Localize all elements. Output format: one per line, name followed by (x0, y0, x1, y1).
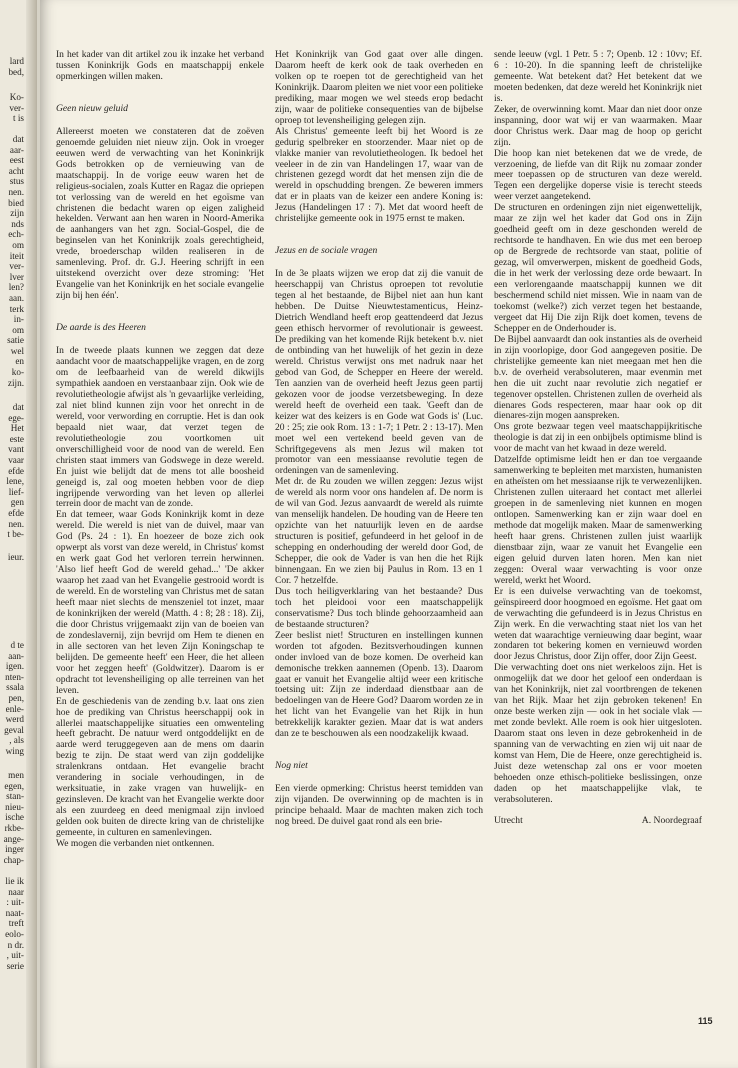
margin-fragment-line: ech- (8, 229, 24, 240)
margin-fragment-line: ko- (11, 367, 24, 378)
paragraph: De structuren en ordeningen zijn niet eigenwettelijk, maar ze zijn wel het kader dat God ons in Zijn goedheid geeft om in deze geschonden wereld de rechtsorde te handhaven. En wie dus met een beroep op de Bergrede de rechtsorde van staat, politie of gezag, wil omverwerpen, miskent de goedheid Gods, die in het werk der verlossing deze orde bewaart. In een verlorengaande maatschappij kunnen we dit beschermend schild niet missen. Wie in naam van de toekomst (welke?) zich verzet tegen het bestaande, vergeet dat Hij Die zijn Rijk doet komen, tevens de Schepper en de Onderhouder is. (494, 202, 702, 334)
margin-fragment (7, 134, 24, 388)
signature-author: A. Noordegraaf (641, 814, 702, 826)
paragraph: Met dr. de Ru zouden we willen zeggen: Jezus wijst de wereld als norm voor ons handelen af. De norm is de wil van God. Jezus aanvaardt de wereld als ruimte van menselijk handelen. De houding van de Heere ten opzichte van het natuurlijk leven en de aardse structuren is positief, gefundeerd in het geloof in de schepping en onderhouding der wereld door God, de Schepper, die ook de Vader is van hen die het Rijk binnengaan. En we zien bij Paulus in Rom. 13 en 1 Cor. 7 hetzelfde. (275, 476, 483, 586)
paragraph: In de tweede plaats kunnen we zeggen dat deze aandacht voor de maatschappelijke vragen, en de zorg om de leefbaarheid van de wereld dikwijls sympathiek aandoen en verstaanbaar zijn. Ook wie de revolutietheologie afwijst als 'n gevaarlijke verleiding, zal niet blind kunnen zijn voor het onrecht in de wereld, voor verwording en corruptie. Het is dan ook bepaald niet waar, dat verzet tegen de revolutietheologie zou voortkomen uit onverschilligheid voor de nood van de wereld. Een christen staat immers van Godswege in deze wereld. En juist wie belijdt dat de mens tot alle boosheid geneigd is, zal oog moeten hebben voor de diep ingrijpende verwording van het leven op allerlei terrein door de macht van de zonde. (56, 345, 264, 510)
margin-fragment-line: acht (8, 165, 24, 176)
margin-fragment-line: rkbe- (4, 822, 24, 833)
article-body (56, 50, 716, 1010)
margin-fragment-line: : uit- (6, 897, 24, 908)
section-heading: Geen nieuw geluid (56, 102, 128, 114)
margin-fragment-line: nten- (5, 671, 24, 682)
margin-fragment-line: zijn (10, 208, 24, 219)
signature (494, 816, 702, 827)
column-3 (494, 50, 702, 1010)
margin-fragment-line: werd (5, 714, 24, 725)
column-3-body (494, 50, 702, 806)
margin-fragment-line: ieur. (7, 552, 24, 562)
margin-fragment-line: lie ik (5, 876, 24, 886)
margin-fragment-line: nen. (8, 186, 24, 197)
margin-fragment (9, 92, 24, 124)
margin-fragment-line: lief- (8, 486, 24, 497)
column-1 (56, 50, 264, 1010)
margin-fragment-line: aan- (8, 650, 24, 661)
margin-fragment-line: bied (8, 197, 24, 208)
margin-fragment-line: om (12, 324, 24, 335)
margin-fragment-line: Het (10, 423, 24, 434)
margin-fragment-line: serie (6, 960, 24, 971)
margin-fragment-line: Ko- (9, 92, 24, 102)
paragraph: sende leeuw (vgl. 1 Petr. 5 : 7; Openb. 12 : 10vv; Ef. 6 : 10-20). In die spanning leeft de christelijke gemeente. Wat betekent dat? Het betekent dat we moeten bedenken, dat deze wereld het Koninkrijk niet is. (494, 50, 702, 104)
margin-fragment-line: treft (8, 918, 24, 929)
section-heading: De aarde is des Heeren (56, 322, 146, 334)
margin-fragment-line: efde (8, 465, 24, 476)
paragraph: We mogen die verbanden niet ontkennen. (56, 838, 215, 849)
paragraph: Een vierde opmerking: Christus heerst temidden van zijn vijanden. De overwinning op de machten is in principe behaald. Maar de machten maken zich toch nog breed. De duivel gaat rond als een brie- (275, 783, 483, 828)
paragraph: De Bijbel aanvaardt dan ook instanties als de overheid in zijn voorlopige, door God aangegeven positie. De christelijke gemeente kan niet meegaan met hen die b.v. de overheid verabsoluteren, maar evenmin met hen die uit zucht naar revolutie zich negatief er tegenover opstellen. Christenen zullen de overheid als dienares Gods respecteren, maar haar ook op dit dienares-zijn mogen aanspreken. (494, 333, 702, 422)
margin-fragment-line: enle- (5, 703, 24, 714)
margin-fragment-line: lene, (6, 476, 24, 487)
paragraph: Er is een duivelse verwachting van de toekomst, geïnspireerd door hoogmoed en egoïsme. Het gaat om de verwachting die gefundeerd is in Jezus Christus en Zijn werk. En die verwachting staat niet los van het weten dat waarachtige vernieuwing daar begint, waar zondaren tot bekering komen en vernieuwd worden door Jezus Christus, door Zijn offer, door Zijn Geest. (494, 585, 702, 663)
paragraph: Dus toch heiligverklaring van het bestaande? Dus toch het pleidooi voor een maatschappelijk conservatisme? Dus toch blinde gehoorzaamheid aan de bestaande structuren? (275, 585, 483, 630)
margin-fragment-line: d te (10, 640, 24, 650)
section-heading: Jezus en de sociale vragen (275, 245, 378, 257)
margin-fragment-line: stus (9, 176, 24, 187)
page-number: 115 (698, 1016, 713, 1026)
margin-fragment-line: eolo- (5, 928, 24, 939)
margin-fragment-line: bed, (8, 66, 24, 77)
margin-fragment-line: ege- (8, 412, 24, 423)
paragraph: Datzelfde optimisme leidt hen er dan toe vergaande samenwerking te bepleiten met marxisten, humanisten en atheïsten om het messiaanse rijk te verwezenlijken. Christenen zullen uiteraard het contact met allerlei groepen in de samenleving niet kunnen en mogen ontlopen. Samenwerking kan er zijn waar doel en methode dat mogelijk maken. Maar de samenwerking heeft haar grens. Christenen zullen juist waarlijk dienstbaar zijn, waar ze vanuit het Evangelie een eigen geluid durven laten horen. Men kan niet zeggen: Overal waar verwachting is voor onze wereld, werkt het Woord. (494, 454, 702, 586)
margin-fragment-line: igen. (5, 661, 24, 672)
signature-place: Utrecht (494, 814, 523, 826)
margin-fragment (4, 640, 24, 757)
margin-fragment-line: naar (8, 886, 24, 897)
margin-fragment-line: ver- (9, 261, 24, 272)
margin-fragment-line: aan. (8, 292, 24, 303)
margin-fragment (6, 402, 24, 540)
page (40, 0, 738, 1068)
margin-fragment (8, 56, 24, 77)
margin-fragment-line: nieu- (5, 801, 24, 812)
margin-fragment-line: om (12, 239, 24, 250)
margin-fragment-line: in- (13, 314, 24, 325)
margin-fragment-line: terk (9, 303, 24, 314)
margin-fragment-line: t is (13, 113, 24, 124)
previous-page-margin (0, 0, 37, 1068)
margin-fragment-line: pen, (8, 692, 24, 703)
margin-fragment-line: t be- (7, 529, 24, 540)
paragraph: Ons grote bezwaar tegen veel maatschappijkritische theologie is dat zij in een onbijbels optimisme blind is voor de macht van het kwaad in deze wereld. (494, 421, 702, 455)
paragraph: En dat temeer, waar Gods Koninkrijk komt in deze wereld. Die wereld is niet van de duivel, maar van God (Ps. 24 : 1). En hoezeer de boze zich ook opwerpt als vorst van deze wereld, in Christus' komst en werk gaat God het verloren terrein herwinnen. 'Also lief heeft God de wereld gehad...' 'De akker waarop het zaad van het Evangelie gestrooid wordt is de wereld. En de worsteling van Christus met de satan heeft maar niet slechts de menszeniel tot inzet, maar de koninkrijken der wereld (Matth. 4 : 8; 28 : 18). Zij, die door Christus vrijgemaakt zijn van de boeien van de zondeslavernij, zijn bevrijd om Hem te dienen en in alle sectoren van het leven Zijn Koningschap te belijden. De gemeente heeft' een Heer, die het alleen voor het zeggen heeft' (Goldwitzer). Daarom is er opdracht tot levensheiliging op alle terreinen van het leven. (56, 509, 264, 696)
margin-fragment (5, 876, 24, 971)
margin-fragment-line: zijn. (7, 377, 24, 388)
margin-fragment (8, 552, 24, 563)
margin-fragment-line: geval (4, 724, 24, 735)
margin-fragment-line: en (15, 356, 24, 367)
paragraph: In de 3e plaats wijzen we erop dat zij die vanuit de heerschappij van Christus oproepen tot revolutie tegen al het bestaande, de Bijbel niet aan hun kant hebben. De Duitse Nieuwtestamenticus, Heinz-Dietrich Wendland heeft erop geattendeerd dat Jezus geen ethisch hervormer of revolutionair is geweest. De prediking van het komende Rijk betekent b.v. niet de ontbinding van het huwelijk of het gezin in deze wereld. Christus verwijst ons met nadruk naar het gebod van God, de Schepper en Heere der wereld. Ten aanzien van de overheid heeft Jezus geen partij gekozen voor de joodse verzetsbeweging. In deze wereld heeft de overheid een taak. 'Geeft dan de keizer wat des keizers is en Gode wat Gods is' (Luc. 20 : 25; zie ook Rom. 13 : 1-7; 1 Petr. 2 : 13-17). Men moet wel een vertekend beeld geven van de Schriftgegevens als men Jezus wil maken tot promotor van een messiaanse revolutie tegen de ordeningen van de samenleving. (275, 268, 483, 477)
margin-fragment-line: gen (10, 497, 24, 508)
paragraph: Het Koninkrijk van God gaat over alle dingen. Daarom heeft de kerk ook de taak overheden en volken op te roepen tot de gerechtigheid van het Koninkrijk. Daarom pleiten we niet voor een politieke prediking, maar mogen we wel steeds erop bedacht zijn, waar de politieke consequenties van de bijbelse oproep tot levensheiliging gelegen zijn. (275, 50, 483, 126)
section-heading: Nog niet (275, 760, 308, 772)
margin-fragment-line: ische (5, 812, 24, 823)
margin-fragment-line: dat (12, 402, 24, 412)
margin-fragment-line: n dr. (7, 939, 24, 950)
paragraph: Zeer beslist niet! Structuren en instellingen kunnen worden tot afgoden. Bezitsverhoudingen kunnen onder invloed van de boze komen. De overheid kan demonische trekken aannemen (Openb. 13). Daarom gaat er vanuit het Evangelie altijd weer een kritische toetsing uit: Zijn ze inderdaad dienstbaar aan de bedoelingen van de Heere God? Daarom worden ze in het licht van het Evangelie van het Rijk in hun betrekkelijk karakter gezien. Maar dat is wat anders dan ze te beschouwen als een noodzakelijk kwaad. (275, 629, 483, 740)
paragraph: Die hoop kan niet betekenen dat we de vrede, de verzoening, de liefde van dit Rijk nu zomaar zonder meer toepassen op de structuren van deze wereld. Tegen een dergelijke doperse visie is terecht steeds weer verzet aangetekend. (494, 147, 702, 203)
margin-fragment-line: ssala (6, 682, 24, 693)
margin-fragment-line: wel (10, 345, 24, 356)
margin-fragment-line: ange- (3, 833, 24, 844)
paragraph: In het kader van dit artikel zou ik inzake het verband tussen Koninkrijk Gods en maatschappij enkele opmerkingen willen maken. (56, 50, 264, 82)
margin-fragment-line: dat (12, 134, 24, 144)
margin-fragment-line: len? (8, 282, 24, 293)
paragraph: Als Christus' gemeente leeft bij het Woord is ze gedurig spelbreker en stoorzender. Maar niet op de vlakke manier van revolutietheologen. Ik bedoel het veeleer in de zin van Handelingen 17, waar van de christenen gezegd wordt dat het mensen zijn die de wereld in opschudding brengen. Ze beweren immers dat er in plaats van de keizer een andere Koning is: Jezus (Handelingen 17 : 7). Met dat woord heeft de christelijke gemeente ook in 1975 ernst te maken. (275, 125, 483, 225)
margin-fragment-line: lard (9, 56, 24, 66)
margin-fragment-line: wing (5, 745, 24, 756)
margin-fragment-line: satie (7, 335, 24, 346)
margin-fragment-line: vaar (8, 454, 24, 465)
column-2 (275, 50, 483, 1010)
margin-fragment-line: egen, (4, 780, 24, 791)
book-gutter (26, 0, 36, 1068)
margin-fragment-line: naat- (5, 907, 24, 918)
margin-fragment-line: , uit- (6, 950, 24, 961)
margin-fragment-line: eest (9, 155, 24, 166)
margin-fragment (4, 770, 24, 865)
margin-fragment-line: ver- (9, 102, 24, 113)
paragraph: En de geschiedenis van de zending b.v. laat ons zien hoe de prediking van Christus heerschappij ook in allerlei maatschappelijke situaties een omwenteling heeft gebracht. De natuur werd ontgoddelijkt en de aarde werd teruggegeven aan de mens om daarin bezig te zijn. De staat werd van zijn goddelijke stralenkrans ontdaan. Het evangelie bracht verandering in sociale verhoudingen, in de werksituatie, in zake vragen van huwelijk- en gezinsleven. De kracht van het Evangelie werkte door als een zuurdeeg en deed menigmaal zijn invloed gelden ook buiten de directe kring van de christelijke gemeente, in culturen en samenlevingen. (56, 695, 264, 839)
paragraph: Allereerst moeten we constateren dat de zoëven genoemde geluiden niet nieuw zijn. Ook in vroeger eeuwen werd de verwachting van het Koninkrijk Gods betrokken op de vernieuwing van de maatschappij. In de vorige eeuw waren het de religieus-socialen, zoals Kutter en Ragaz die opriepen tot verlossing van de wereld en het egoïsme van christenen die bedacht waren op eigen zaligheid hekelden. Verwant aan hen waren in Noord-Amerika de aanhangers van het zgn. Social-Gospel, die de beginselen van het Koninkrijk zoals gerechtigheid, vrede, broederschap wilden realiseren in de samenleving. Prof. dr. G.J. Heering schrijft in een uitstekend overzicht over deze stroming: 'Het Evangelie van het Koninkrijk en het sociale evangelie zijn bij hen één'. (56, 125, 264, 302)
margin-fragment-line: , als (9, 735, 24, 746)
margin-fragment-line: inger (5, 844, 24, 855)
margin-fragment-line: chap- (3, 854, 24, 865)
margin-fragment-line: men (8, 770, 24, 780)
margin-fragment-line: nen. (8, 518, 24, 529)
margin-fragment-line: efde (8, 507, 24, 518)
paragraph: Zeker, de overwinning komt. Maar dan niet door onze inspanning, door wat wij er van waarmaken. Maar door Christus werk. Daar mag de hoop op gericht zijn. (494, 103, 702, 148)
paragraph: Die verwachting doet ons niet werkeloos zijn. Het is onmogelijk dat we door het geloof een onderdaan is van het Koninkrijk, niet zal voortbrengen de tekenen van het Rijk. Maar het zijn gebroken tekenen! En onze beste werken zijn — ook in het sociale vlak — met zonde bevlekt. Alle roem is ook hier uitgesloten. Daarom staat ons leven in deze gebrokenheid in de spanning van de verwachting en zien wij uit naar de komst van Hem, Die de Heere, onze gerechtigheid is. Juist deze wetenschap zal ons er voor moeten behoeden onze ethisch-politieke beslissingen, onze daden op het maatschappelijke vlak, te verabsoluteren. (494, 662, 702, 805)
margin-fragment-line: iteit (9, 250, 24, 261)
margin-fragment-line: vant (8, 444, 24, 455)
margin-fragment-line: este (9, 433, 24, 444)
margin-fragment-line: lver (9, 271, 24, 282)
margin-fragment-line: nds (11, 218, 24, 229)
margin-fragment-line: stan- (6, 791, 24, 802)
margin-fragment-line: aar- (9, 144, 24, 155)
